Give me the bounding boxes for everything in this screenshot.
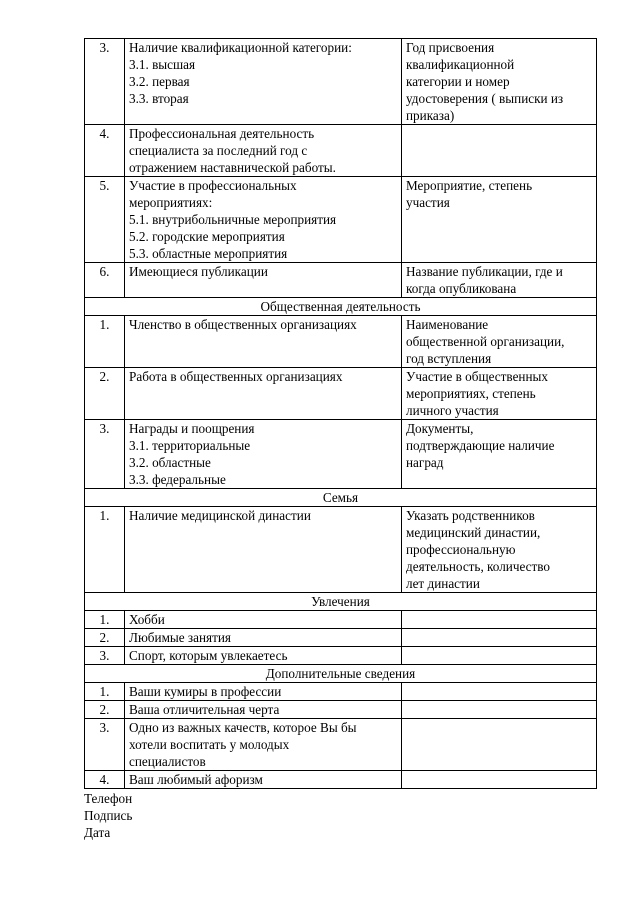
row-number: 1. [85,611,125,629]
item-note-line: удостоверения ( выписки из [406,91,564,106]
item-note-line: Название публикации, где и [406,264,563,279]
item-text-line: 5.1. внутрибольничные мероприятия [129,212,337,227]
item-text-line: Хобби [129,612,165,627]
table-row [85,629,597,647]
item-text-line: Имеющиеся публикации [129,264,268,279]
table-row [85,507,597,593]
row-number: 4. [85,771,125,789]
item-text-cell [125,368,402,420]
row-number: 3. [85,420,125,489]
item-text-line: Наличие медицинской династии [129,508,311,523]
item-text-line: Работа в общественных организациях [129,369,343,384]
section-title: Семья [85,489,597,507]
item-text-cell [125,629,402,647]
date-label: Дата [84,825,111,840]
table-row [85,177,597,263]
item-note-cell [402,507,597,593]
item-note-line: общественной организации, [406,334,565,349]
table-row [85,647,597,665]
table-row [85,125,597,177]
item-note-line: медицинский династии, [406,525,541,540]
item-text-cell [125,647,402,665]
item-note-line: мероприятиях, степень [406,386,536,401]
item-text-line: Членство в общественных организациях [129,317,357,332]
item-note-line: наград [406,455,444,470]
item-text-cell [125,39,402,125]
table-row [85,683,597,701]
item-note-line: категории и номер [406,74,510,89]
row-number: 4. [85,125,125,177]
table-row [85,701,597,719]
item-text-line: 3.2. первая [129,74,190,89]
item-text-line: Ваш любимый афоризм [129,772,263,787]
item-note-cell [402,611,597,629]
item-text-cell [125,683,402,701]
row-number: 2. [85,629,125,647]
item-text-line: 5.2. городские мероприятия [129,229,285,244]
item-text-cell [125,611,402,629]
row-number: 1. [85,507,125,593]
item-note-line: Указать родственников [406,508,535,523]
item-text-line: Профессиональная деятельность [129,126,315,141]
item-note-cell [402,316,597,368]
item-note-cell [402,629,597,647]
item-note-line: лет династии [406,576,480,591]
item-note-line: квалификационной [406,57,515,72]
item-text-line: специалиста за последний год с [129,143,308,158]
item-note-line: Документы, [406,421,474,436]
item-text-cell [125,316,402,368]
row-number: 1. [85,683,125,701]
item-note-cell [402,701,597,719]
item-text-cell [125,177,402,263]
row-number: 6. [85,263,125,298]
row-number: 3. [85,39,125,125]
row-number: 5. [85,177,125,263]
item-note-line: подтверждающие наличие [406,438,555,453]
item-text-cell [125,263,402,298]
item-note-line: личного участия [406,403,499,418]
item-text-line: Спорт, которым увлекаетесь [129,648,288,663]
item-note-cell [402,719,597,771]
item-text-line: отражением наставнической работы. [129,160,336,175]
item-text-line: 3.1. высшая [129,57,196,72]
item-note-line: профессиональную [406,542,516,557]
table-row [85,611,597,629]
item-text-cell [125,719,402,771]
item-note-line: участия [406,195,450,210]
section-title: Дополнительные сведения [85,665,597,683]
item-note-cell [402,39,597,125]
item-note-cell [402,420,597,489]
document-page [84,38,596,841]
item-text-line: Любимые занятия [129,630,231,645]
item-text-line: 3.3. федеральные [129,472,226,487]
item-text-line: Участие в профессиональных [129,178,297,193]
item-text-line: Награды и поощрения [129,421,255,436]
item-text-line: Наличие квалификационной категории: [129,40,352,55]
item-text-cell [125,420,402,489]
item-text-line: Ваши кумиры в профессии [129,684,282,699]
table-row [85,771,597,789]
item-note-cell [402,263,597,298]
table-row [85,719,597,771]
phone-label: Телефон [84,791,133,806]
table-row [85,316,597,368]
item-text-line: 3.2. областные [129,455,211,470]
item-text-line: 5.3. областные мероприятия [129,246,288,261]
section-header-row [85,489,597,507]
item-note-line: Год присвоения [406,40,495,55]
item-text-line: Ваша отличительная черта [129,702,280,717]
section-title: Общественная деятельность [85,298,597,316]
signature-label: Подпись [84,808,133,823]
item-note-line: когда опубликована [406,281,517,296]
item-text-line: мероприятиях: [129,195,213,210]
row-number: 3. [85,647,125,665]
section-header-row [85,298,597,316]
item-text-line: Одно из важных качеств, которое Вы бы [129,720,357,735]
table-row [85,263,597,298]
item-text-cell [125,771,402,789]
item-note-cell [402,683,597,701]
item-note-line: приказа) [406,108,455,123]
item-note-cell [402,771,597,789]
item-note-line: Участие в общественных [406,369,548,384]
item-text-line: 3.3. вторая [129,91,189,106]
item-text-line: специалистов [129,754,206,769]
row-number: 3. [85,719,125,771]
item-note-cell [402,647,597,665]
item-note-cell [402,125,597,177]
section-header-row [85,593,597,611]
questionnaire-table [84,38,597,789]
item-text-line: хотели воспитать у молодых [129,737,290,752]
item-note-cell [402,177,597,263]
section-title: Увлечения [85,593,597,611]
item-text-cell [125,701,402,719]
table-row [85,368,597,420]
row-number: 1. [85,316,125,368]
item-note-line: деятельность, количество [406,559,550,574]
footer-block [84,790,596,841]
table-row [85,420,597,489]
row-number: 2. [85,368,125,420]
item-note-cell [402,368,597,420]
item-text-cell [125,125,402,177]
item-text-cell [125,507,402,593]
questionnaire-body [85,39,597,789]
row-number: 2. [85,701,125,719]
section-header-row [85,665,597,683]
item-note-line: Наименование [406,317,489,332]
item-note-line: Мероприятие, степень [406,178,533,193]
table-row [85,39,597,125]
item-note-line: год вступления [406,351,492,366]
item-text-line: 3.1. территориальные [129,438,251,453]
